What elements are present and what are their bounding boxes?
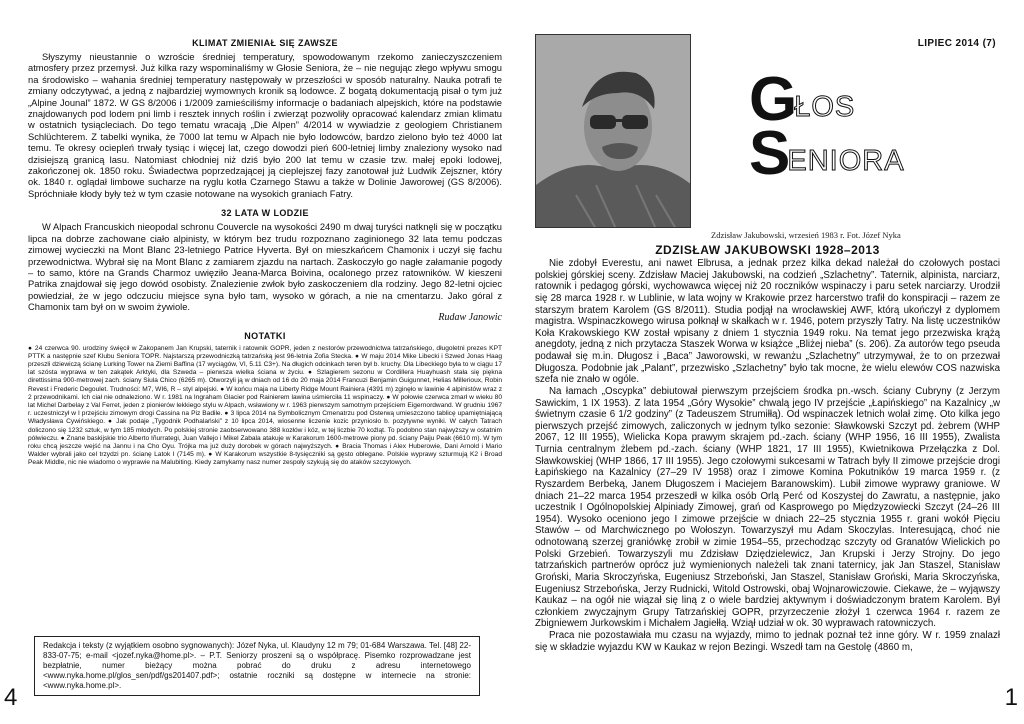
- article-paragraph: Nie zdobył Everestu, ani nawet Elbrusa, a jednak przez kilka dekad należał do czołowych postaci polskiej górskiej sceny. Zdzisław Maciej Jakubowski, na codzień „Szlachetny”. Taternik, alpinista, narciarz, ratownik i pedagog górski, wychowawca więcej niż 20 roczników wspinaczy i paru setek narciarzy. Urodził się 28 marca 1928 r. w Lublinie, w lata wojny w Krakowie przez harcerstwo trafił do konspiracji – razem ze starszym bratem Karolem (GS 8/2011). Studia podjął na wrocławskiej AWF, którą ukończył z dyplomem magistra. Wspinaczkowego wirusa połknął w skałkach w r. 1946, potem przyszły Tatry. Na listę uczestników Koła Krakowskiego KW został wpisany z dniem 1 stycznia 1949 roku. Na temat jego przezwiska krążą anegdoty, jedną z nich przytacza Staszek Worwa w książce „Bliżej nieba” (s. 206). Za autorów tego pseuda podawał się m.in. Długosz i „Baca” Jaworowski, w rewanżu „Szlachetny” utrzymywał, że to on przezwał Długosza. Podobnie jak „Palant”, przezwisko „Szlachetny” było tak mocne, że wielu elewów COS nazwiska szefa nie znało w ogóle.: [535, 258, 1000, 386]
- photo-caption: Zdzisław Jakubowski, wrzesień 1983 r. Fot. Józef Nyka: [711, 230, 901, 240]
- notes-text: ● 24 czerwca 90. urodziny święcił w Zakopanem Jan Krupski, taternik i ratownik GOPR, jeden z nestorów przewodnictwa tatrzańskiego, długoletni prezes KPT PTTK a następnie szef Klubu Seniora TOPR. Najstarszą przewodniczką tatrzańską jest 96-letnia Zofia Stecka. ● W maju 2014 Mike Libecki i Szwed Jonas Haag przeszli dziewiczą ścianę Lurking Tower na Ziemi Baffina (17 wyciągów, VI, 5.11 C3+). Na długich odcinkach teren był b. kruchy. Dla Libeckiego była to w ciągu 17 lat szósta wyprawa w ten zakątek Arktyki, dla Szweda – pierwsza wielka ściana w życiu. ● Szlagierem sezonu w Cordillera Huayhuash stała się piękna direttissima 900-metrowej zach. ściany Siula Chico (6265 m). Otworzyli ją w dniach od 16 do 20 maja 2014 Francuzi Benjamin Guigunnet, Helias Millerioux, Robin Revest i Frederic Degoulet. Trudności: M7, WI6, R – styl alpejski. ● W końcu maja na Liberty Ridge Mount Rainiera (4391 m) zginęło w lawinie 4 alpinistów wraz z 2 przewodnikami. Ich ciał nie odnaleziono. W r. 1981 na Ingraham Glacier pod Rainierem lawina uśmierciła 11 wspinaczy. ● W połowie czerwca zmarł w wieku 80 lat Michel Darbelay z Val Ferret, jeden z pionierów lekkiego stylu w Alpach, wsławiony w r. 1963 pierwszym samotnym przejściem Eigernordwand. W grudniu 1967 r. uczestniczył w I przejściu zimowym drogi Cassina na Piz Badile. ● 3 lipca 2014 na Symbolicznym Cmenatrzu pod Osterwą umieszczono tablicę upamiętniającą Władysława Cywińskiego. ● Jak podaje „Tygodnik Podhalański” z 10 lipca 2014, wiosenne liczenie kozic przyniosło b. pozytywne wyniki. W całych Tatrach doliczono się 1232 sztuk, w tym 185 młodych. Po polskiej stronie zaobserwowano 388 kozłów i kóz, w tej liczbie 70 koźląt. To podobno stan najwyższy w ostatnim półwieczu. ● Znane baskijskie trio Alberto Iñurrategi, Juan Vallejo i Mikel Zabala atakuje w Karakorum 1600-metrowe pionу pd. ściany Paiju Peak (6610 m). W tym roku chcą jeszcze wejść na Jannu i na Cho Oyu. Trójka ma już duży dorobek w górach najwyższych. ● Bracia Thomas i Alex Huberowie, Dani Arnold i Mario Walder wybrali jako cel trzydzi pn. ścianę Latok I (7145 m). ● W Karakorum wszystkie 8-tysięczniki są gęsto oblegane. Polskie wyprawy szturmują K2 i Broad Peak Middle, nic nie wiadomo o wyprawie na Malubiting. Kiedy zamykamy nasz numer zespoły szykują się do ataków szczytowych.: [28, 344, 502, 467]
- section-text-32-years: W Alpach Francuskich nieopodal schronu Couvercle na wysokości 2490 m dwaj turyści natknęli się w początku lipca na dobrze zachowane ciało alpinisty, w którym bez trudu rozpoznano zaginionego 32 lata temu podczas zimowej wycieczki na Mont Blanc 23-letniego Patrice Hyverta. Był on mieszkańcem Chamonix i uczył się fachu przewodnictwa. Wybrał się na Mont Blanc z zamiarem zjazdu na nartach. Zaskoczyło go nagłe załamanie pogody – to samo, które na Grands Charmoz uwięziło Jeana-Marca Boivina, ocalonego przez ratowników. W kieszeni Patrika znajdował się jego dowód osobisty. Znalezienie zwłok było zaskoczeniem dla rodziny. Jego 82-letni ojciec powiedział, że w jego odczuciu miejsce syna było tam, wysoko w górach, a nie na cmentarzu. Jako góral z Chamonix tam był on w swoim żywiole.: [28, 222, 502, 313]
- section-text-climate: Słyszymy nieustannie o wzroście średniej temperatury, spowodowanym rzekomo zanieczyszczeniem atmosfery przez przemysł. Już kilka razy wspominaliśmy w Głosie Seniora, że – nie negując złego wpływu smogu na środowisko – wahania średniej temperatury następowały w przeszłości w sposób naturalny. Nauka potrafi te zmiany odczytywać, a jedną z najbardziej wymownych kronik są lodowce. Z bogatą dokumentacją pisał o tym już „Alpine Jounal” 1872. W GS 8/2006 i 1/2009 zamieściliśmy informacje o badaniach alpejskich, które na podstawie znajdowanych pod lodem pni limb i resztek innych roślin i zwierząt pozwoliły opracować kalendarz zmian klimatu w ostatnich tysiącleciach. Do tego tematu wracają „Die Alpen” 4/2014 w wywiadzie z geologiem Christianem Schlüchterem. Z tabelki wynika, że 7000 lat temu w Alpach nie było lodowców, bardzo zielono było też 4000 lat temu. Te okresy ociepleń trwały tysiąc i więcej lat, czego dowodzi pień 600-letniej limby znaleziony wysoko nad dzisiejszą granicą lasu. Natomiast chłodniej niż dziś było 200 lat temu w czasie tzw. małej epoki lodowej, zakończonej ok. 1850 roku. Świadectwa poprzedzającej ją cieplejszej fazy zanotował już Ludwik Zejszner, który ok. 1840 r. oglądał limbowe sucharze na ryglu kotła Czarnego Stawu a także w Dolinie Jaworowej (GS 8/2006). Spróchniałe kłody były też w tym czasie notowane na wysokich graniach Fatry.: [28, 52, 502, 199]
- portrait-illustration: [536, 35, 691, 228]
- article-body: [535, 258, 1000, 653]
- masthead-word1: ŁOS: [794, 91, 856, 123]
- article-paragraph: Na łamach „Oscypka” debiutował pierwszym przejściem środka pn.-wsch. ściany Cubryny (z Jerzym Sawickim, 1 IX 1953). Z lata 1954 „Góry Wysokie” chwalą jego IV przejście „Łapińskiego” na Kazalnicy „w świetnym czasie 6 1/2 godziny” (z Tadeuszem Strumiłłą). Od wspinaczek letnich wolał zimę. Oto kilka jego pierwszych przejść zimowych, zaliczonych w jednym tylko sezonie: Sławkowski Szczyt pd. żebrem (WHP 2067, 12 III 1955), Wielicka Kopa prawym skrajem pd.-zach. ściany (WHP 1956, 16 III 1955), Zwalista Turnia centralnym żlebem pd.-zach. ściany (WHP 1821, 17 III 1955), Kwietnikowa Przełączka z Dol. Sławkowskiej (WHP 1866, 17 III 1955). Jego czołowymi sukcesami w Tatrach były II zimowe przejście drogi Łapińskiego na Kazalnicy (27–29 IV 1958) oraz I zimowe Komina Pokutników 19 marca 1959 r. (z Ryszardem Berbeką, Janem Długoszem i Maciejem Baranowskim). Lubił zimowe wyprawy graniowe. W dniach 21–22 marca 1954 przeszedł w kilka osób Orlą Perć od Koszystej do Zawratu, a następnie, jako uczestnik I Ogólnopolskiej Alpiniady Zimowej, grań od Kasprowego po Międzyzowieckі Szczyt (24–26 III 1954). Wysoko oceniono jego I zimowe przejście w dniach 22–25 stycznia 1955 r. grani wokół Pięciu Stawów – od Marchwicznego po Wołoszyn. Towarzyszył mu Adam Skoczylas. Interesującą, choć nie odnotowaną szerzej graniówkę zrobił w zimie 1954–55, przechodząc szczyty od Granatów Wielickich po Polski Grzebień. Towarzyszyli mu Zdzisław Dziędzielewicz, Jan Krupski i Jerzy Strojny. Do jego tatrzańskich partnerów oprócz już wymienionych należeli tak znani taternicy, jak Jan Staszel, Stanisław Groński, Maria Skroczyńska, Eugeniusz Strzeboński, Jan Staszel, Stanisław Groński, Maria Skroczyńska, Eugeniusz Strzebońska, Jerzy Rudnicki, Witold Ostrowski, obaj Wojnarowiczowie. Ciekawe, że – wyjąwszy Kaukaz – na ogół nie wiązał się liną z o wiele bardziej aktywnym i doświadczonym bratem Karolem. Był członkiem zwyczajnym Grupy Tatrzańskiej GOPR, przyrzeczenie złożył 1 czerwca 1964 r. razem ze Zbigniewem Jurkowskim i Michałem Jagiełłą. Wziął udział w ok. 30 wyprawach ratowniczych.: [535, 385, 1000, 630]
- section-title-notes: NOTATKI: [244, 330, 286, 341]
- issue-label: LIPIEC 2014 (7): [917, 38, 996, 49]
- masthead-s: S: [749, 119, 790, 188]
- article-title: ZDZISŁAW JAKUBOWSKI 1928–2013: [655, 243, 880, 257]
- author-signature: Rudaw Janowic: [438, 311, 502, 323]
- article-paragraph: Praca nie pozostawiała mu czasu na wyjazdy, mimo to jednak poznał też inne góry. W r. 1959 znalazł się w składzie wyjazdu KW w Kaukaz w rejon Bezingi. Wszedł tam na Gestolę (4860 m,: [535, 630, 1000, 653]
- portrait-photo: [535, 34, 691, 228]
- section-title-climate: KLIMAT ZMIENIAŁ SIĘ ZAWSZE: [192, 38, 338, 48]
- masthead-word2: ENIORA: [787, 145, 905, 177]
- page-number-left: 4: [4, 684, 18, 711]
- masthead-g: G: [749, 65, 797, 134]
- masthead-logo: [749, 65, 905, 188]
- section-title-32-years: 32 LATA W LODZIE: [221, 208, 309, 219]
- right-page: [535, 30, 1000, 720]
- left-page: [28, 30, 502, 468]
- editorial-footer: Redakcja i teksty (z wyjątkiem osobno sygnowanych): Józef Nyka, ul. Klaudyny 12 m 79; 01-684 Warszawa. Tel. [48] 22-833-07-75; e-mail <jozef.nyka@home.pl>. – P.T. Seniorzy proszeni są o współpracę. Pisemko rozprowadzane jest bezpłatnie, numer bieżący można pobrać do druku z adresu internetowego <www.nyka.home.pl/glos_sen/pdf/gs201407.pdf>; ostatnie roczniki są dostępne w internecie na stronie: <www.nyka.home.pl>.: [34, 636, 480, 696]
- page-number-right: 1: [1004, 684, 1018, 711]
